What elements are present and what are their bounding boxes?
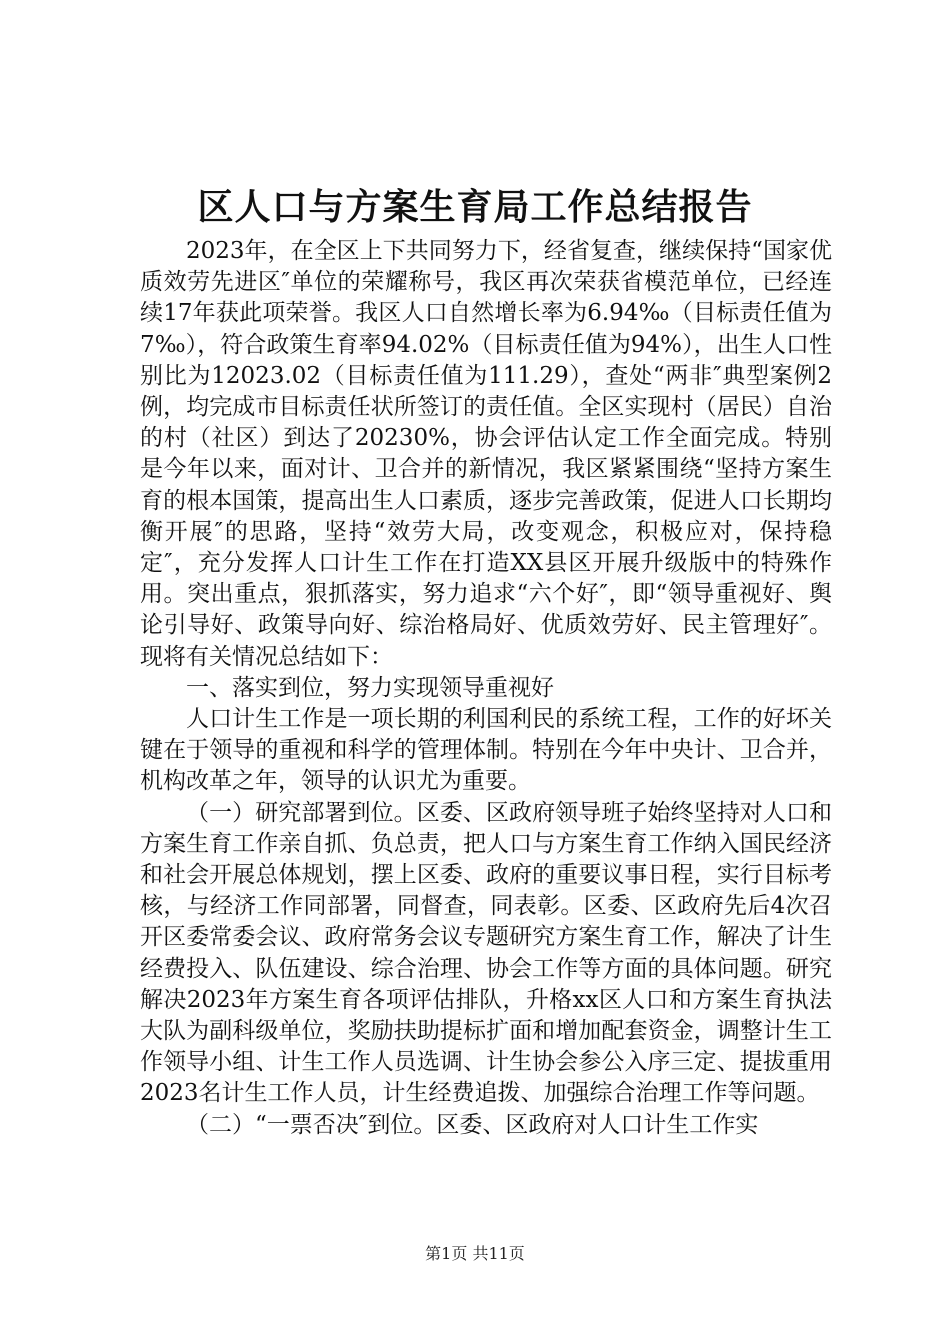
document-title: 区人口与方案生育局工作总结报告	[197, 187, 753, 228]
document-body	[140, 236, 832, 1141]
intro-paragraph: 2023年，在全区上下共同努力下，经省复查，继续保持“国家优质效劳先进区″单位的荣耀称号，我区再次荣获省模范单位，已经连续17年获此项荣誉。我区人口自然增长率为6.94‰（目标责任值为7‰），符合政策生育率94.02%（目标责任值为94%），出生人口性别比为12023.02（目标责任值为111.29），查处“两非″典型案例2例，均完成市目标责任状所签订的责任值。全区实现村（居民）自治的村（社区）到达了20230%，协会评估认定工作全面完成。特别是今年以来，面对计、卫合并的新情况，我区紧紧围绕“坚持方案生育的根本国策，提高出生人口素质，逐步完善政策，促进人口长期均衡开展″的思路，坚持“效劳大局，改变观念，积极应对，保持稳定″，充分发挥人口计生工作在打造XX县区开展升级版中的特殊作用。突出重点，狠抓落实，努力追求“六个好″，即“领导重视好、舆论引导好、政策导向好、综治格局好、优质效劳好、民主管理好″。现将有关情况总结如下：	[140, 238, 832, 670]
section-1-paragraph: 人口计生工作是一项长期的利国利民的系统工程，工作的好坏关键在于领导的重视和科学的管理体制。特别在今年中央计、卫合并，机构改革之年，领导的认识尤为重要。	[140, 706, 832, 795]
subsection-2-paragraph: （二）“一票否决″到位。区委、区政府对人口计生工作实	[186, 1111, 759, 1138]
section-heading-1: 一、落实到位，努力实现领导重视好	[186, 674, 554, 701]
subsection-1-paragraph: （一）研究部署到位。区委、区政府领导班子始终坚持对人口和方案生育工作亲自抓、负总责，把人口与方案生育工作纳入国民经济和社会开展总体规划，摆上区委、政府的重要议事日程，实行目标考核，与经济工作同部署，同督查，同表彰。区委、区政府先后4次召开区委常委会议、政府常务会议专题研究方案生育工作，解决了计生经费投入、队伍建设、综合治理、协会工作等方面的具体问题。研究解决2023年方案生育各项评估排队，升格xx区人口和方案生育执法大队为副科级单位，奖励扶助提标扩面和增加配套资金，调整计生工作领导小组、计生工作人员选调、计生协会参公入序三定、提拔重用2023名计生工作人员，计生经费追拨、加强综合治理工作等问题。	[140, 799, 832, 1107]
page-footer: 第1页 共11页	[425, 1244, 525, 1263]
